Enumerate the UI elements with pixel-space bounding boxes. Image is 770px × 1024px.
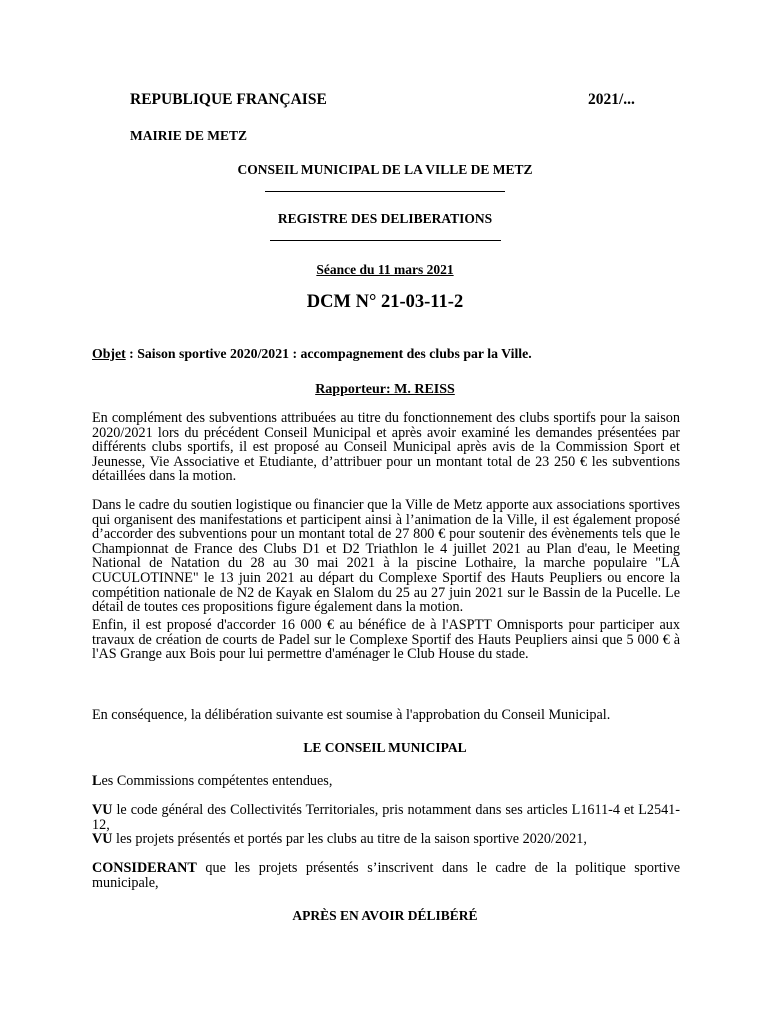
register-heading: REGISTRE DES DELIBERATIONS	[277, 211, 493, 226]
commissions-text: es Commissions compétentes entendues,	[101, 773, 333, 789]
commissions-initial: L	[92, 773, 102, 789]
vu-label: VU	[92, 831, 113, 847]
paragraph-enfin: Enfin, il est proposé d'accorder 16 000 € au bénéfice de à l'ASPTT Omnisports pour participer aux travaux de création de courts de Padel sur le Complexe Sportif des Hauts Peupliers ainsi que 5 000 € à l'AS Grange aux Bois pour lui permettre d'aménager le Club House du stade.	[92, 617, 680, 663]
paragraph-consequence: En conséquence, la délibération suivante est soumise à l'approbation du Conseil Municipal.	[92, 707, 611, 723]
apres-deliberation-heading: APRÈS EN AVOIR DÉLIBÉRÉ	[292, 908, 478, 923]
dcm-number: DCM N° 21-03-11-2	[306, 292, 464, 312]
objet-label: Objet	[92, 346, 126, 361]
objet-text: : Saison sportive 2020/2021 : accompagnement des clubs par la Ville.	[125, 346, 532, 361]
mairie-heading: MAIRIE DE METZ	[130, 128, 248, 143]
considerant-line	[92, 861, 680, 890]
deliberation-number: 2021/...	[588, 91, 635, 108]
considerant-label: CONSIDERANT	[92, 860, 197, 876]
paragraph-soutien: Dans le cadre du soutien logistique ou financier que la Ville de Metz apporte aux associations sportives qui organisent des manifestations et participent ainsi à l’animation de la Ville, il est également proposé d’accorder des subventions pour un montant total de 27 800 € pour soutenir des évènements tels que le Championnat de France des Clubs D1 et D2 Triathlon le 4 juillet 2021 au Plan d'eau, le Meeting National de Natation du 28 au 30 mai 2021 à la piscine Lothaire, la marche populaire "LA CUCULOTINNE" le 13 juin 2021 au départ du Complexe Sportif des Hauts Peupliers ou encore la compétition nationale de N2 de Kayak en Slalom du 25 au 27 juin 2021 sur le Bassin de la Pucelle. Le détail de toutes ces propositions figure également dans la motion.	[92, 497, 680, 616]
session-date: Séance du 11 mars 2021	[316, 262, 454, 277]
conseil-title: LE CONSEIL MUNICIPAL	[303, 740, 467, 755]
divider-line	[270, 240, 501, 241]
republic-heading: REPUBLIQUE FRANÇAISE	[130, 91, 327, 108]
vu-code-line	[92, 803, 680, 832]
considerant-text: que les projets présentés s’inscrivent dans le cadre de la politique sportive municipale,	[92, 860, 680, 891]
divider-line	[265, 191, 505, 192]
vu-projets-text: les projets présentés et portés par les clubs au titre de la saison sportive 2020/2021,	[112, 831, 587, 847]
council-heading: CONSEIL MUNICIPAL DE LA VILLE DE METZ	[237, 162, 533, 177]
paragraph-complement: En complément des subventions attribuées au titre du fonctionnement des clubs sportifs pour la saison 2020/2021 lors du précédent Conseil Municipal et après avoir examiné les demandes présentées par différents clubs sportifs, il est proposé au Conseil Municipal après avis de la Commission Sport et Jeunesse, Vie Associative et Etudiante, d’attribuer pour un montant total de 23 250 € les subventions détaillées dans la motion.	[92, 410, 680, 485]
vu-code-text: le code général des Collectivités Territoriales, pris notamment dans ses articles L1611-4 et L2541-12,	[92, 802, 680, 833]
vu-projets-line	[92, 832, 680, 847]
commissions-line	[92, 774, 680, 789]
objet-line	[92, 346, 532, 362]
rapporteur: Rapporteur: M. REISS	[315, 382, 455, 397]
vu-label: VU	[92, 802, 113, 818]
